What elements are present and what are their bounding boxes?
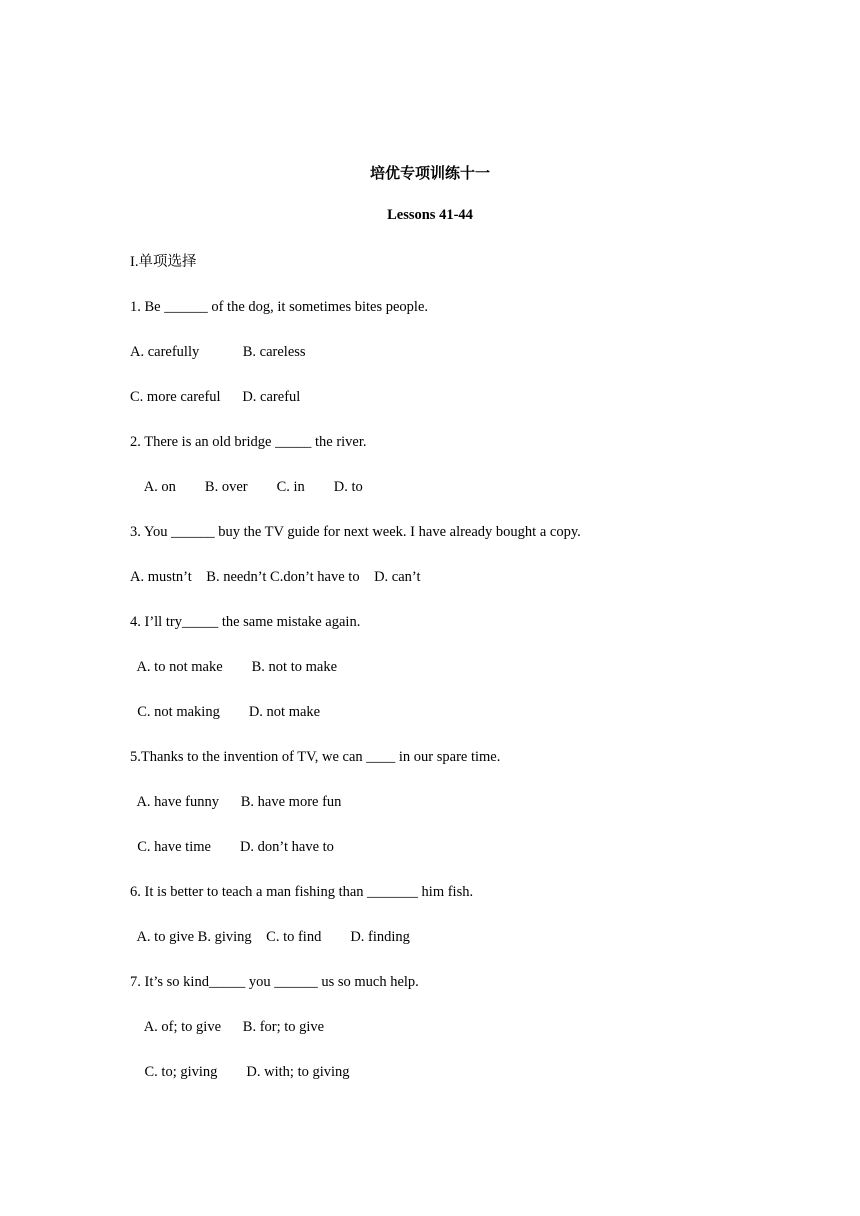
question-4: 4. I’ll try_____ the same mistake again. — [130, 614, 361, 630]
question-5-options-cd: C. have time D. don’t have to — [130, 839, 334, 855]
question-3-options: A. mustn’t B. needn’t C.don’t have to D. can’t — [130, 569, 421, 585]
question-6: 6. It is better to teach a man fishing than _______ him fish. — [130, 884, 474, 900]
document-title: 培优专项训练十一 — [369, 166, 490, 182]
question-1: 1. Be ______ of the dog, it sometimes bites people. — [130, 299, 429, 315]
question-3: 3. You ______ buy the TV guide for next week. I have already bought a copy. — [130, 524, 581, 540]
question-7: 7. It’s so kind_____ you ______ us so much help. — [130, 974, 419, 990]
question-5: 5.Thanks to the invention of TV, we can ____ in our spare time. — [130, 749, 501, 765]
question-4-options-cd: C. not making D. not make — [130, 704, 321, 720]
section-heading: I.单项选择 — [130, 254, 197, 270]
question-1-options-cd: C. more careful D. careful — [130, 389, 301, 405]
question-4-options-ab: A. to not make B. not to make — [130, 659, 338, 675]
question-7-options-cd: C. to; giving D. with; to giving — [130, 1064, 350, 1080]
question-2-options: A. on B. over C. in D. to — [130, 479, 363, 495]
question-6-options: A. to give B. giving C. to find D. finding — [130, 929, 410, 945]
question-5-options-ab: A. have funny B. have more fun — [130, 794, 342, 810]
question-1-options-ab: A. carefully B. careless — [130, 344, 306, 360]
question-2: 2. There is an old bridge _____ the river. — [130, 434, 367, 450]
document-subtitle: Lessons 41-44 — [387, 207, 473, 223]
question-7-options-ab: A. of; to give B. for; to give — [130, 1019, 325, 1035]
